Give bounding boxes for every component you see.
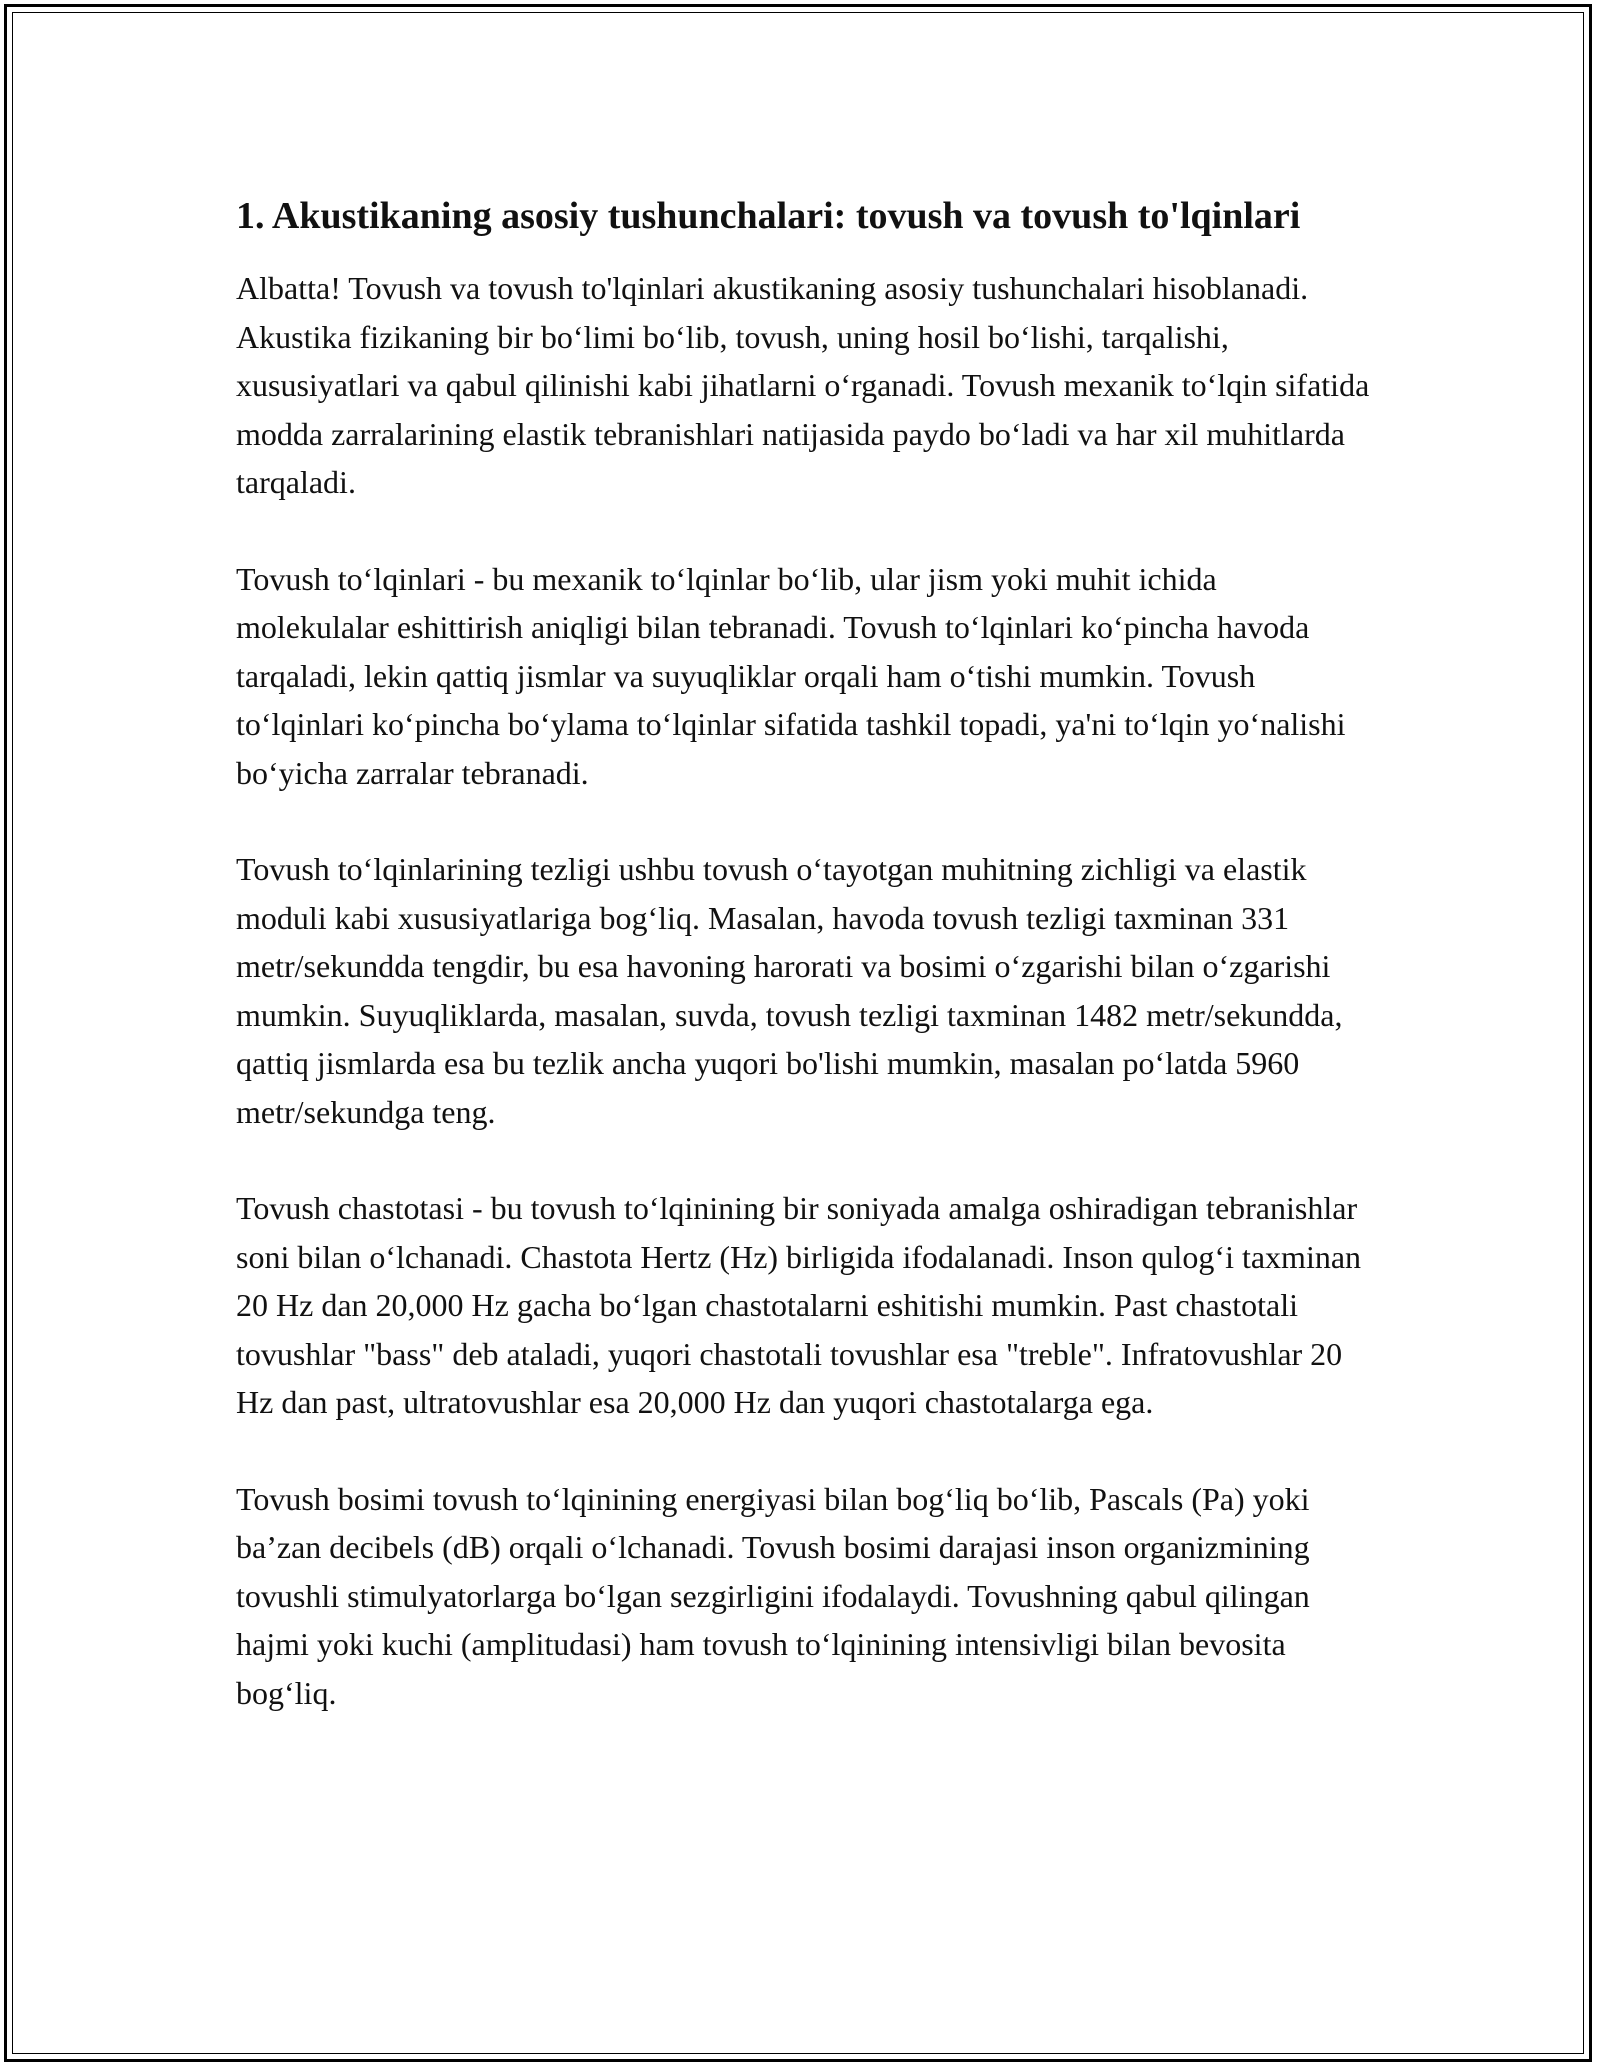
paragraph-sound-pressure: Tovush bosimi tovush to‘lqinining energiyasi bilan bog‘liq bo‘lib, Pascals (Pa) yoki ba’zan decibels (dB) orqali o‘lchanadi. Tovush bosimi darajasi inson organizmining tovushli stimulyatorlarga bo‘lgan sezgirligini ifodalaydi. Tovushning qabul qilingan hajmi yoki kuchi (amplitudasi) ham tovush to‘lqinining intensivligi bilan bevosita bog‘liq. xyxy=(236,1480,1310,1711)
paragraph-sound-waves: Tovush to‘lqinlari - bu mexanik to‘lqinlar bo‘lib, ular jism yoki muhit ichida molekulalar eshittirish aniqligi bilan tebranadi. Tovush to‘lqinlari ko‘pincha havoda tarqaladi, lekin qattiq jismlar va suyuqliklar orqali ham o‘tishi mumkin. Tovush to‘lqinlari ko‘pincha bo‘ylama to‘lqinlar sifatida tashkil topadi, ya'ni to‘lqin yo‘nalishi bo‘yicha zarralar tebranadi. xyxy=(236,560,1346,791)
paragraph-intro: Albatta! Tovush va tovush to'lqinlari akustikaning asosiy tushunchalari hisoblanadi. Akustika fizikaning bir bo‘limi bo‘lib, tovush, uning hosil bo‘lishi, tarqalishi, xususiyatlari va qabul qilinishi kabi jihatlarni o‘rganadi. Tovush mexanik to‘lqin sifatida modda zarralarining elastik tebranishlari natijasida paydo bo‘ladi va har xil muhitlarda tarqaladi. xyxy=(236,270,1370,500)
document-body xyxy=(236,188,1376,1765)
paragraph-sound-speed: Tovush to‘lqinlarining tezligi ushbu tovush o‘tayotgan muhitning zichligi va elastik moduli kabi xususiyatlariga bog‘liq. Masalan, havoda tovush tezligi taxminan 331 metr/sekundda tengdir, bu esa havoning harorati va bosimi o‘zgarishi bilan o‘zgarishi mumkin. Suyuqliklarda, masalan, suvda, tovush tezligi taxminan 1482 metr/sekundda, qattiq jismlarda esa bu tezlik ancha yuqori bo'lishi mumkin, masalan po‘latda 5960 metr/sekundga teng. xyxy=(236,851,1343,1130)
paragraph-frequency: Tovush chastotasi - bu tovush to‘lqinining bir soniyada amalga oshiradigan tebranishlar soni bilan o‘lchanadi. Chastota Hertz (Hz) birligida ifodalanadi. Inson qulog‘i taxminan 20 Hz dan 20,000 Hz gacha bo‘lgan chastotalarni eshitishi mumkin. Past chastotali tovushlar "bass" deb ataladi, yuqori chastotali tovushlar esa "treble". Infratovushlar 20 Hz dan past, ultratovushlar esa 20,000 Hz dan yuqori chastotalarga ega. xyxy=(236,1190,1362,1420)
section-heading: 1. Akustikaning asosiy tushunchalari: tovush va tovush to'lqinlari xyxy=(236,195,1301,237)
